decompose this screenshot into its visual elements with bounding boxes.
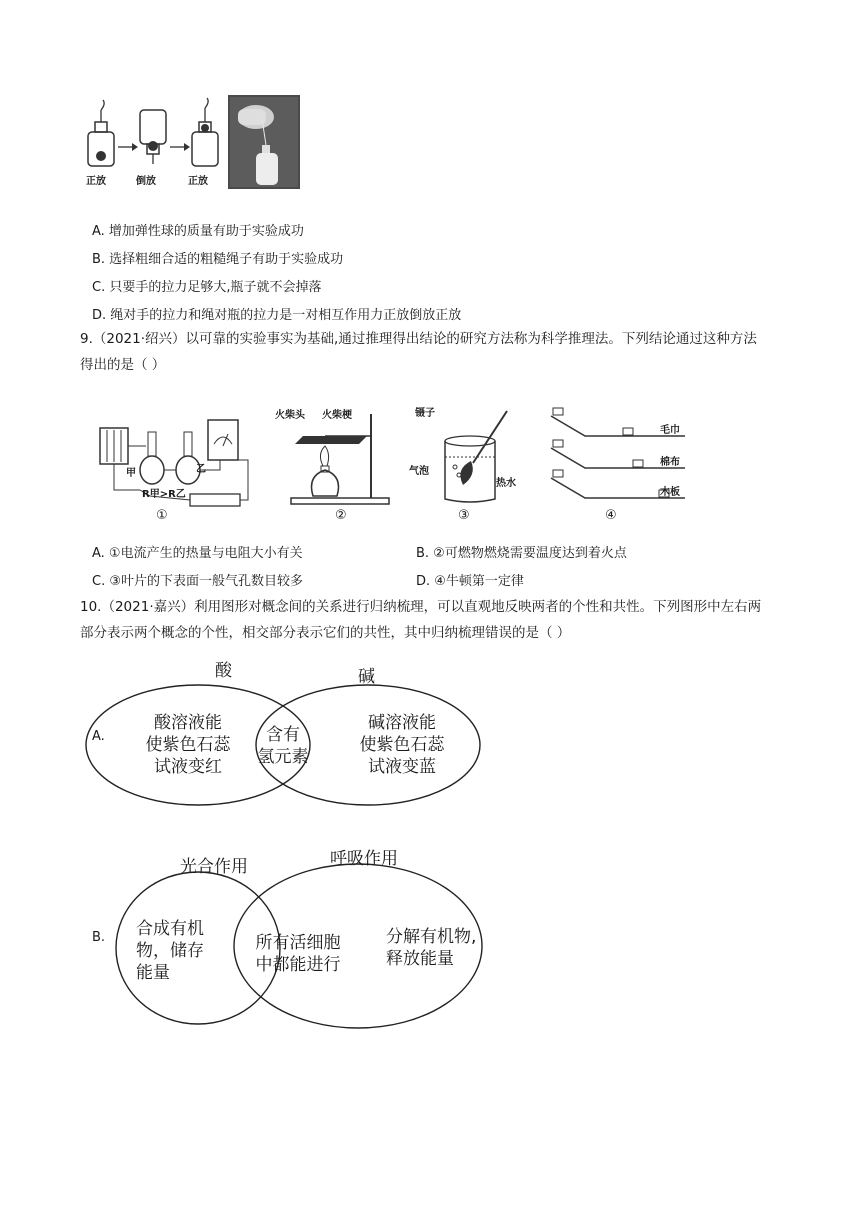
venn-b-left-title: 光合作用	[180, 857, 248, 877]
venn-a-left-title: 酸	[215, 661, 232, 681]
fig3-label-tweezers: 镊子	[415, 408, 435, 419]
fig3-leaf-beaker	[415, 405, 525, 505]
bottle-label-3: 正放	[188, 176, 208, 187]
q8-option-a[interactable]: A. 增加弹性球的质量有助于实验成功	[92, 224, 304, 239]
fig3-label-hotwater: 热水	[496, 478, 516, 489]
q9-option-d[interactable]: D. ④牛顿第一定律	[416, 574, 524, 589]
venn-a-right-text: 碱溶液能 使紫色石蕊 试液变蓝	[359, 713, 445, 777]
fig2-label-matchhead: 火柴头	[275, 410, 305, 421]
fig1-label-yi: 乙	[196, 464, 206, 475]
q9-option-a[interactable]: A. ①电流产生的热量与电阻大小有关	[92, 546, 303, 561]
q9-stem: 9.（2021·绍兴）以可靠的实验事实为基础,通过推理得出结论的研究方法称为科学推理法。下列结论通过这种方法得出的是（ ）	[80, 331, 757, 373]
fig2-caption: ②	[335, 508, 347, 523]
q10-stem: 10.（2021·嘉兴）利用图形对概念间的关系进行归纳梳理，可以直观地反映两者的个性和共性。下列图形中左右两部分表示两个概念的个性，相交部分表示它们的共性，其中归纳梳理错误的是（ ）	[80, 599, 762, 641]
fig1-label-r: R甲>R乙	[142, 489, 186, 500]
venn-a-option-label: A.	[92, 729, 105, 744]
fig2-label-matchstick: 火柴梗	[322, 410, 352, 421]
venn-a-right-title: 碱	[358, 667, 375, 687]
venn-b-right-title: 呼吸作用	[330, 849, 398, 869]
venn-b[interactable]	[80, 838, 520, 1038]
fig1-caption: ①	[156, 508, 168, 523]
fig4-label-towel: 毛巾	[660, 425, 680, 436]
fig1-circuit	[90, 410, 260, 520]
fig3-caption: ③	[458, 508, 470, 523]
q8-option-b[interactable]: B. 选择粗细合适的粗糙绳子有助于实验成功	[92, 252, 344, 267]
venn-b-left-text: 合成有机 物，储存 能量	[136, 919, 204, 983]
fig1-label-jia: 甲	[126, 468, 136, 479]
venn-b-right-text: 分解有机物, 释放能量	[386, 927, 477, 969]
fig4-label-cotton: 棉布	[660, 457, 680, 468]
q9-option-b[interactable]: B. ②可燃物燃烧需要温度达到着火点	[416, 546, 627, 561]
venn-b-center-text: 所有活细胞 中都能进行	[255, 933, 341, 975]
hand-bottle-photo	[228, 95, 300, 189]
venn-b-option-label: B.	[92, 930, 106, 945]
q8-option-c[interactable]: C. 只要手的拉力足够大,瓶子就不会掉落	[92, 280, 322, 295]
bottle-label-1: 正放	[86, 176, 106, 187]
fig2-burner	[285, 410, 395, 510]
q8-option-d[interactable]: D. 绳对手的拉力和绳对瓶的拉力是一对相互作用力正放倒放正放	[92, 308, 462, 323]
venn-a-center-text: 含有 氢元素	[257, 725, 309, 767]
q9-option-c[interactable]: C. ③叶片的下表面一般气孔数目较多	[92, 574, 303, 589]
fig4-label-wood: 木板	[660, 487, 680, 498]
venn-a-left-text: 酸溶液能 使紫色石蕊 试液变红	[145, 713, 231, 777]
bottle-label-2: 倒放	[136, 176, 156, 187]
venn-a[interactable]	[80, 650, 520, 810]
fig3-label-bubble: 气泡	[409, 466, 429, 477]
fig4-caption: ④	[605, 508, 617, 523]
